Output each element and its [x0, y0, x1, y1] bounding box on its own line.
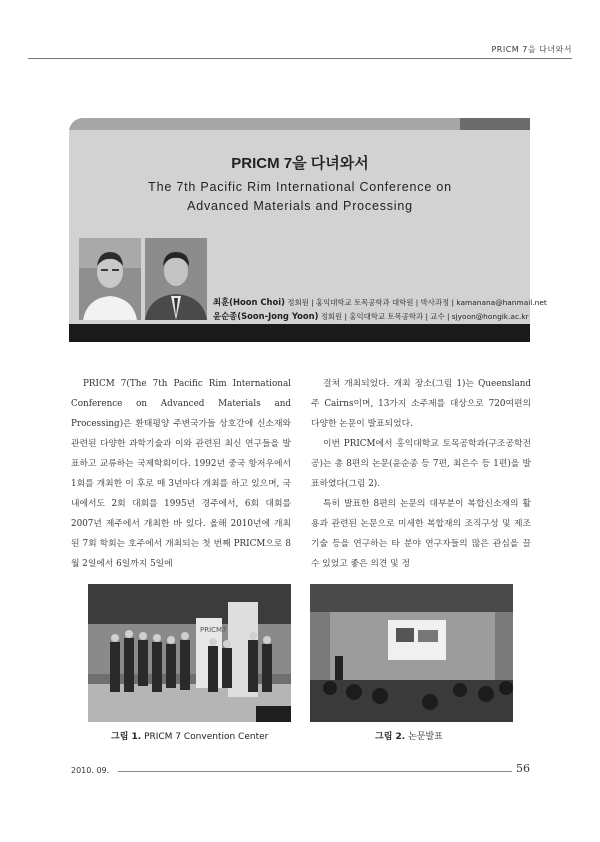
header-rule: [28, 58, 572, 59]
subtitle-line-1: The 7th Pacific Rim International Conference on: [148, 180, 452, 194]
article-title: PRICM 7을 다녀와서: [231, 155, 369, 172]
figure-1-sign: PRICM7: [200, 626, 227, 634]
figure-2-label: 그림 2.: [375, 732, 406, 742]
footer-date: 2010. 09.: [71, 766, 110, 775]
paragraph: 이번 PRICM에서 홍익대학교 토목공학과(구조공학전공)는 총 8편의 논문(윤순종 등 7편, 최은수 등 1편)을 발표하였다(그림 2).: [311, 439, 531, 489]
article-subtitle: [0, 178, 600, 216]
body-column-right: [311, 374, 531, 574]
running-head: PRICM 7을 다녀와서: [491, 45, 572, 54]
body-column-left: [71, 374, 291, 574]
figure-2-photo: [310, 584, 513, 722]
figure-1-caption: [111, 729, 268, 742]
author-line-2: [213, 310, 529, 322]
subtitle-line-2: Advanced Materials and Processing: [187, 199, 413, 213]
author-info-2: 정회원 | 홍익대학교 토목공학과 | 교수 | sjyoon@hongik.ac.kr: [318, 312, 529, 321]
page-number: 56: [516, 762, 530, 775]
figure-2-text: 논문발표: [405, 732, 443, 742]
author-info-1: 정회원 | 홍익대학교 토목공학과 대학원 | 박사과정 | kamanana@hanmail.net: [284, 298, 547, 307]
paragraph: PRICM 7(The 7th Pacific Rim International Conference on Advanced Materials and Processing)은 환태평양 주변국가들 상호간에 신소재와 관련된 다양한 과학기술과 이와 관련된 최신 연구들을 발표하고 교류하는 국제학회이다. 1992년 중국 항저우에서 1회를 개최한 이 후로 매 3년마다 개최를 하고 있으며, 국내에서도 2회 대회를 1995년 경주에서, 6회 대회를 2007년 제주에서 개최한 바 있다. 올해 2010년에 개최된 7회 학회는 호주에서 개최되는 첫 번째 PRICM으로 8월 2일에서 6일까지 5일에: [71, 379, 291, 569]
author-line-1: [213, 296, 547, 308]
banner-bottom-band: [69, 324, 530, 342]
author-photo-1: [79, 238, 141, 320]
footer-rule: [118, 771, 512, 772]
figure-1-photo: [88, 584, 291, 722]
figure-1-label: 그림 1.: [111, 732, 142, 742]
banner-stripe: [69, 118, 530, 130]
paragraph: 특히 발표한 8편의 논문의 대부분이 복합신소재의 활용과 관련된 논문으로 미세한 복합재의 조직구성 및 제조기술 등을 연구하는 타 분야 연구자들의 많은 관심을 끌 수 있었고 좋은 의견 및 정: [311, 499, 531, 569]
paragraph: 걸쳐 개최되었다. 개최 장소(그림 1)는 Queensland주 Cairns이며, 13가지 소주제를 대상으로 720여편의 다양한 논문이 발표되었다.: [311, 379, 531, 429]
figure-2-caption: [375, 729, 443, 742]
figure-1-text: PRICM 7 Convention Center: [141, 732, 269, 742]
author-name-1: 최훈(Hoon Choi): [213, 297, 285, 307]
author-name-2: 윤순종(Soon-Jong Yoon): [213, 311, 319, 321]
author-photo-2: [145, 238, 207, 320]
